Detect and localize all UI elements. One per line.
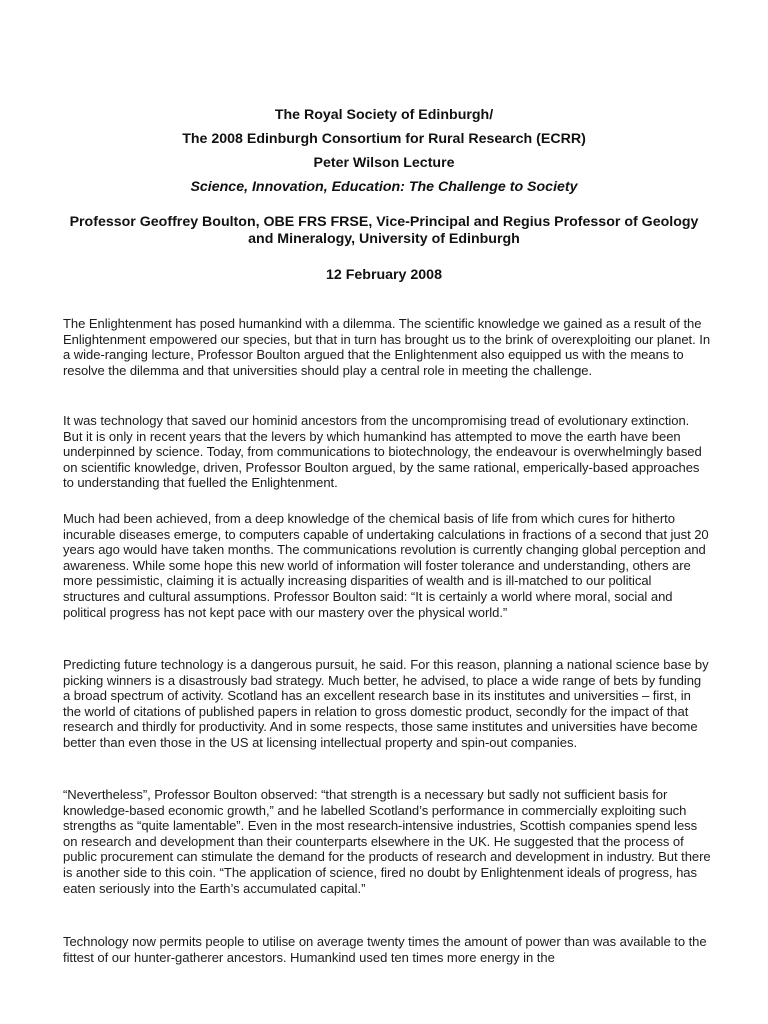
lecture-date: 12 February 2008 [326,267,442,283]
body-paragraph: Predicting future technology is a dangerous pursuit, he said. For this reason, planning a national science base by picking winners is a disastrously bad strategy. Much better, he advised, to place a wide range of bets by funding a broad spectrum of activity. Scotland has an excellent research base in its institutes and universities – first, in the world of citations of published papers in relation to gross domestic product, secondly for the impact of that research and thirdly for productivity. And in some respects, those same institutes and universities have become better than even those in the US at licensing intellectual property and spin-out companies. [63,657,709,750]
speaker-credit: Professor Geoffrey Boulton, OBE FRS FRSE, Vice-Principal and Regius Professor of Geology and Mineralogy, University of Edinburgh [69,214,699,247]
body-paragraph: It was technology that saved our hominid ancestors from the uncompromising tread of evolutionary extinction. But it is only in recent years that the levers by which humankind has attempted to move the earth have been underpinned by science. Today, from communications to biotechnology, the endeavour is overwhelmingly based on scientific knowledge, driven, Professor Boulton argued, by the same rational, emperically-based approaches to understanding that fuelled the Enlightenment. [63,413,702,491]
body-paragraph: The Enlightenment has posed humankind with a dilemma. The scientific knowledge we gained as a result of the Enlightenment empowered our species, but that in turn has brought us to the brink of overexploiting our planet. In a wide-ranging lecture, Professor Boulton argued that the Enlightenment also equipped us with the means to resolve the dilemma and that universities should play a central role in meeting the challenge. [63,316,711,378]
title-line-3: Peter Wilson Lecture [313,155,455,171]
body-paragraph: “Nevertheless”, Professor Boulton observed: “that strength is a necessary but sadly not sufficient basis for knowledge-based economic growth,” and he labelled Scotland’s performance in commercially exploiting such strengths as “quite lamentable”. Even in the most research-intensive industries, Scottish companies spend less on research and development than their counterparts elsewhere in the UK. He suggested that the process of public procurement can stimulate the demand for the products of research and development in industry. But there is another side to this coin. “The application of science, fired no doubt by Enlightenment ideals of progress, has eaten seriously into the Earth’s accumulated capital.” [63,787,711,896]
body-paragraph: Technology now permits people to utilise on average twenty times the amount of power than was available to the fittest of our hunter-gatherer ancestors. Humankind used ten times more energy in the [63,934,707,965]
title-line-1: The Royal Society of Edinburgh/ [274,107,494,123]
lecture-subtitle: Science, Innovation, Education: The Challenge to Society [190,179,578,195]
body-paragraph: Much had been achieved, from a deep knowledge of the chemical basis of life from which cures for hitherto incurable diseases emerge, to computers capable of undertaking calculations in fractions of a second that just 20 years ago would have taken months. The communications revolution is currently changing global perception and awareness. While some hope this new world of information will foster tolerance and understanding, others are more pessimistic, claiming it is actually increasing disparities of wealth and is ill-matched to our political structures and cultural assumptions. Professor Boulton said: “It is certainly a world where moral, social and political progress has not kept pace with our mastery over the physical world.” [63,511,709,620]
title-line-2: The 2008 Edinburgh Consortium for Rural Research (ECRR) [182,131,586,147]
